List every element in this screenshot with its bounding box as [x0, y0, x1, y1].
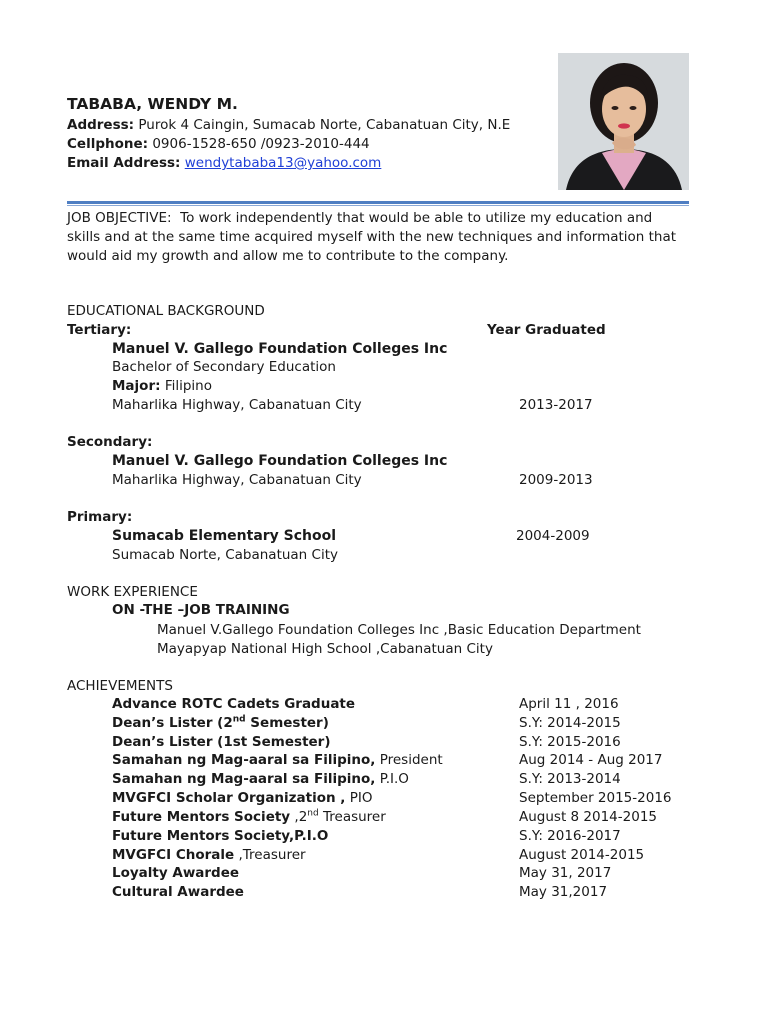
achievement-row: [0, 808, 768, 827]
achievement-row: [0, 883, 768, 902]
achievement-row: [0, 789, 768, 808]
achievement-date: S.Y: 2014-2015: [519, 715, 621, 731]
work-heading: WORK EXPERIENCE: [67, 584, 198, 600]
tertiary-location: Maharlika Highway, Cabanatuan City: [112, 397, 362, 413]
achievements-heading-row: [0, 677, 768, 696]
achievement-date: May 31,2017: [519, 884, 608, 900]
objective-label: JOB OBJECTIVE:: [67, 210, 172, 226]
applicant-name: TABABA, WENDY M.: [67, 95, 238, 113]
tertiary-degree-row: [0, 358, 768, 377]
tertiary-label: Tertiary:: [67, 322, 132, 338]
job-objective: [67, 209, 679, 266]
work-heading-row: [0, 583, 768, 602]
achievement-title: [112, 714, 329, 733]
achievement-title-part: Samahan ng Mag-aaral sa Filipino,: [112, 771, 376, 787]
achievement-title: [112, 846, 306, 865]
primary-location-row: [0, 546, 768, 565]
work-item: Mayapyap National High School ,Cabanatuan City: [157, 641, 493, 657]
achievement-title-part: Dean’s Lister (2: [112, 715, 233, 731]
achievement-title: [112, 789, 372, 808]
work-subheading-row: [0, 601, 768, 620]
tertiary-row: [0, 321, 768, 340]
achievement-date: S.Y: 2013-2014: [519, 771, 621, 787]
achievement-date: May 31, 2017: [519, 865, 612, 881]
achievement-title-part: Semester): [245, 715, 329, 731]
achievement-role: ,2: [290, 809, 308, 825]
achievement-title: Future Mentors Society,P.I.O: [112, 828, 329, 844]
achievement-row: [0, 770, 768, 789]
address-value: Purok 4 Caingin, Sumacab Norte, Cabanatuan City, N.E: [138, 117, 511, 133]
secondary-school-row: [0, 452, 768, 471]
secondary-location: Maharlika Highway, Cabanatuan City: [112, 472, 362, 488]
year-graduated-header: Year Graduated: [487, 322, 606, 338]
cellphone-label: Cellphone:: [67, 136, 149, 152]
achievement-role: PIO: [345, 790, 373, 806]
achievement-title-part: Future Mentors Society: [112, 809, 291, 825]
work-item-row: [0, 640, 768, 659]
primary-year: 2004-2009: [516, 528, 590, 544]
achievement-role: Treasurer: [318, 809, 386, 825]
achievement-title: [112, 808, 386, 827]
achievement-title: [112, 770, 409, 789]
achievement-date: S.Y: 2016-2017: [519, 828, 621, 844]
secondary-school: Manuel V. Gallego Foundation Colleges Inc: [112, 453, 448, 469]
achievement-title-part: MVGFCI Scholar Organization ,: [112, 790, 346, 806]
tertiary-year: 2013-2017: [519, 397, 593, 413]
achievement-date: Aug 2014 - Aug 2017: [519, 752, 663, 768]
address-label: Address:: [67, 117, 135, 133]
work-item: Manuel V.Gallego Foundation Colleges Inc ,Basic Education Department: [157, 622, 641, 638]
achievement-title: Cultural Awardee: [112, 884, 244, 900]
major-value: Filipino: [164, 378, 212, 394]
tertiary-school: Manuel V. Gallego Foundation Colleges Inc: [112, 341, 448, 357]
portrait-image: [558, 53, 689, 190]
work-subheading: ON -THE –JOB TRAINING: [112, 602, 290, 618]
email-link[interactable]: wendytababa13@yahoo.com: [184, 155, 382, 171]
education-heading-row: [0, 302, 768, 321]
achievement-row: [0, 864, 768, 883]
secondary-location-row: [0, 471, 768, 490]
achievements-heading: ACHIEVEMENTS: [67, 678, 173, 694]
secondary-year: 2009-2013: [519, 472, 593, 488]
address-line: [67, 116, 510, 135]
achievement-row: [0, 827, 768, 846]
achievement-date: September 2015-2016: [519, 790, 672, 806]
work-item-row: [0, 621, 768, 640]
achievement-date: August 8 2014-2015: [519, 809, 657, 825]
achievement-row: [0, 733, 768, 752]
ordinal-suffix: nd: [232, 714, 246, 725]
achievement-title-part: Samahan ng Mag-aaral sa Filipino,: [112, 752, 376, 768]
achievement-role: P.I.O: [375, 771, 409, 787]
major-label: Major:: [112, 378, 161, 394]
tertiary-location-row: [0, 396, 768, 415]
secondary-row: [0, 433, 768, 452]
achievement-row: [0, 751, 768, 770]
achievement-title: Loyalty Awardee: [112, 865, 240, 881]
objective-text: To work independently that would be able to utilize my education and skills and at the same time acquired myself with the new techniques and information that would aid my growth and allow me to contribute to the company.: [67, 210, 677, 264]
achievement-role: ,Treasurer: [234, 847, 306, 863]
education-heading: EDUCATIONAL BACKGROUND: [67, 303, 265, 319]
primary-label: Primary:: [67, 509, 133, 525]
tertiary-school-row: [0, 340, 768, 359]
primary-school-row: [0, 527, 768, 546]
primary-school: Sumacab Elementary School: [112, 528, 337, 544]
cellphone-value: 0906-1528-650 /0923-2010-444: [152, 136, 370, 152]
achievement-title: [112, 751, 443, 770]
achievement-row: [0, 846, 768, 865]
achievement-row: [0, 714, 768, 733]
achievement-date: April 11 , 2016: [519, 696, 619, 712]
cellphone-line: [67, 135, 370, 154]
achievement-date: August 2014-2015: [519, 847, 645, 863]
secondary-label: Secondary:: [67, 434, 153, 450]
primary-row: [0, 508, 768, 527]
header-divider: [67, 201, 689, 204]
achievement-title-part: MVGFCI Chorale: [112, 847, 235, 863]
applicant-photo: [558, 53, 689, 190]
primary-location: Sumacab Norte, Cabanatuan City: [112, 547, 338, 563]
major-row: [0, 377, 768, 396]
achievement-title: Advance ROTC Cadets Graduate: [112, 696, 356, 712]
achievement-date: S.Y: 2015-2016: [519, 734, 621, 750]
email-label: Email Address:: [67, 155, 181, 171]
major-line: [112, 377, 212, 396]
ordinal-suffix: nd: [307, 808, 319, 819]
email-line: [67, 154, 381, 173]
achievement-title: Dean’s Lister (1st Semester): [112, 734, 331, 750]
header-divider-thin: [67, 205, 689, 206]
achievement-row: [0, 695, 768, 714]
achievement-role: President: [375, 752, 443, 768]
tertiary-degree: Bachelor of Secondary Education: [112, 359, 336, 375]
